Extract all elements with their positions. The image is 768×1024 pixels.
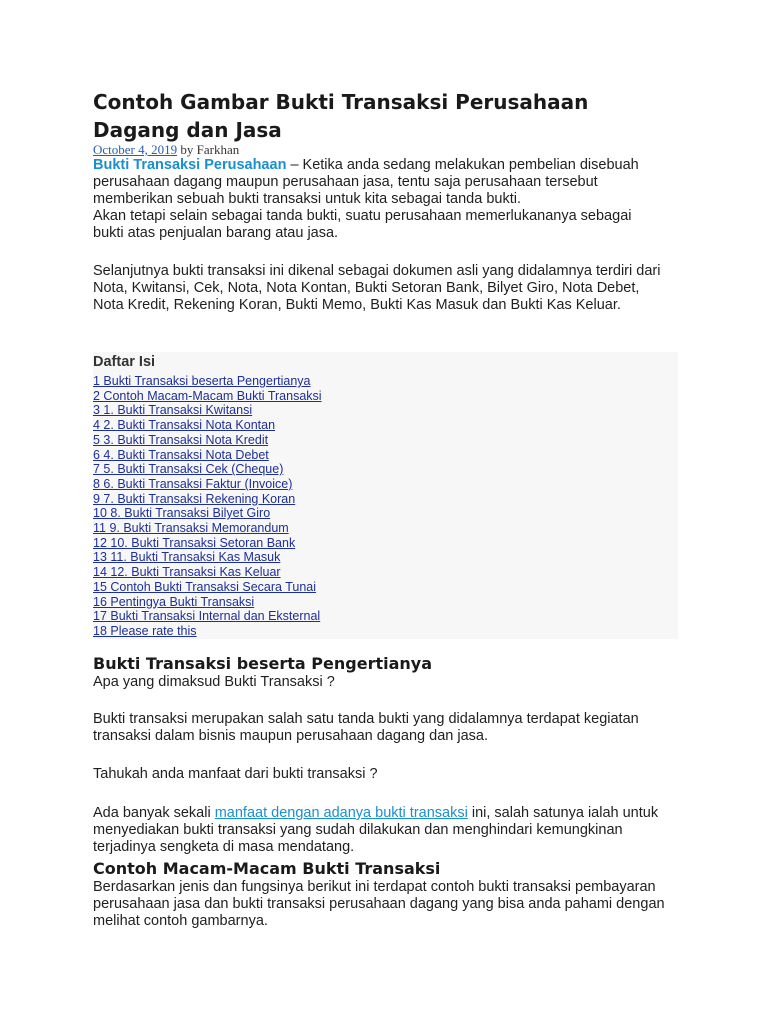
toc-item[interactable]: 15 Contoh Bukti Transaksi Secara Tunai [93, 579, 317, 594]
toc-item[interactable]: 12 10. Bukti Transaksi Setoran Bank [93, 535, 296, 550]
toc-item[interactable]: 16 Pentingya Bukti Transaksi [93, 594, 255, 609]
section-heading-pengertian: Bukti Transaksi beserta Pengertianya [93, 654, 432, 673]
paragraph-dokumen: Selanjutnya bukti transaksi ini dikenal sebagai dokumen asli yang didalamnya terdiri dari Nota, Kwitansi, Cek, Nota, Nota Kontan, Bukti Setoran Bank, Bilyet Giro, Nota Debet, Nota Kredit, Rekening Koran, Bukti Memo, Bukti Kas Masuk dan Bukti Kas Keluar. [93, 263, 661, 313]
post-date-link[interactable]: October 4, 2019 [93, 142, 178, 157]
toc-item[interactable]: 5 3. Bukti Transaksi Nota Kredit [93, 432, 269, 447]
post-meta [93, 142, 239, 158]
toc-item[interactable]: 4 2. Bukti Transaksi Nota Kontan [93, 418, 276, 433]
toc-item[interactable]: 10 8. Bukti Transaksi Bilyet Giro [93, 506, 271, 521]
toc-item[interactable]: 8 6. Bukti Transaksi Faktur (Invoice) [93, 476, 293, 491]
toc-item[interactable]: 13 11. Bukti Transaksi Kas Masuk [93, 550, 281, 565]
toc-item[interactable]: 1 Bukti Transaksi beserta Pengertianya [93, 374, 311, 388]
toc-item[interactable]: 7 5. Bukti Transaksi Cek (Cheque) [93, 462, 284, 477]
toc-item[interactable]: 11 9. Bukti Transaksi Memorandum [93, 521, 289, 536]
toc-item[interactable]: 2 Contoh Macam-Macam Bukti Transaksi [93, 388, 322, 403]
intro-lead: Bukti Transaksi Perusahaan [93, 157, 287, 173]
question-2: Tahukah anda manfaat dari bukti transaksi ? [93, 766, 378, 782]
manfaat-text-before: Ada banyak sekali [93, 805, 215, 821]
toc-item[interactable]: 18 Please rate this [93, 623, 197, 638]
paragraph-jenis: Berdasarkan jenis dan fungsinya berikut ini terdapat contoh bukti transaksi pembayaran perusahaan jasa dan bukti transaksi perusahaan dagang yang bisa anda pahami dengan melihat contoh gambarnya. [93, 879, 665, 929]
section-heading-macam: Contoh Macam-Macam Bukti Transaksi [93, 859, 441, 878]
intro-paragraph [93, 157, 663, 242]
page-title: Contoh Gambar Bukti Transaksi Perusahaan Dagang dan Jasa [93, 90, 589, 142]
intro-text: – Ketika anda sedang melakukan pembelian disebuah perusahaan dagang maupun perusahaan jasa, tentu saja perusahaan tersebut memberikan sebuah bukti transaksi untuk kita sebagai tanda bukti. [93, 157, 639, 207]
question-1: Apa yang dimaksud Bukti Transaksi ? [93, 674, 335, 690]
by-label: by [180, 142, 194, 157]
toc-item[interactable]: 6 4. Bukti Transaksi Nota Debet [93, 447, 269, 462]
toc-title: Daftar Isi [93, 354, 156, 370]
toc-item[interactable]: 17 Bukti Transaksi Internal dan Eksternal [93, 609, 321, 624]
manfaat-text-after: ini, salah satunya ialah untuk menyediakan bukti transaksi yang sudah dilakukan dan menghindari kemungkinan terjadinya sengketa di masa mendatang. [93, 805, 659, 855]
toc-list [93, 374, 322, 639]
toc-item[interactable]: 14 12. Bukti Transaksi Kas Keluar [93, 565, 281, 580]
paragraph-definisi: Bukti transaksi merupakan salah satu tanda bukti yang didalamnya terdapat kegiatan transaksi dalam bisnis maupun perusahaan dagang dan jasa. [93, 711, 639, 744]
author-name: Farkhan [196, 142, 240, 157]
table-of-contents [93, 352, 678, 639]
toc-item[interactable]: 3 1. Bukti Transaksi Kwitansi [93, 403, 253, 418]
intro-second: Akan tetapi selain sebagai tanda bukti, suatu perusahaan memerlukananya sebagai bukti atas penjualan barang atau jasa. [93, 208, 632, 241]
manfaat-link[interactable]: manfaat dengan adanya bukti transaksi [214, 805, 468, 821]
toc-item[interactable]: 9 7. Bukti Transaksi Rekening Koran [93, 491, 296, 506]
paragraph-manfaat [93, 805, 673, 856]
